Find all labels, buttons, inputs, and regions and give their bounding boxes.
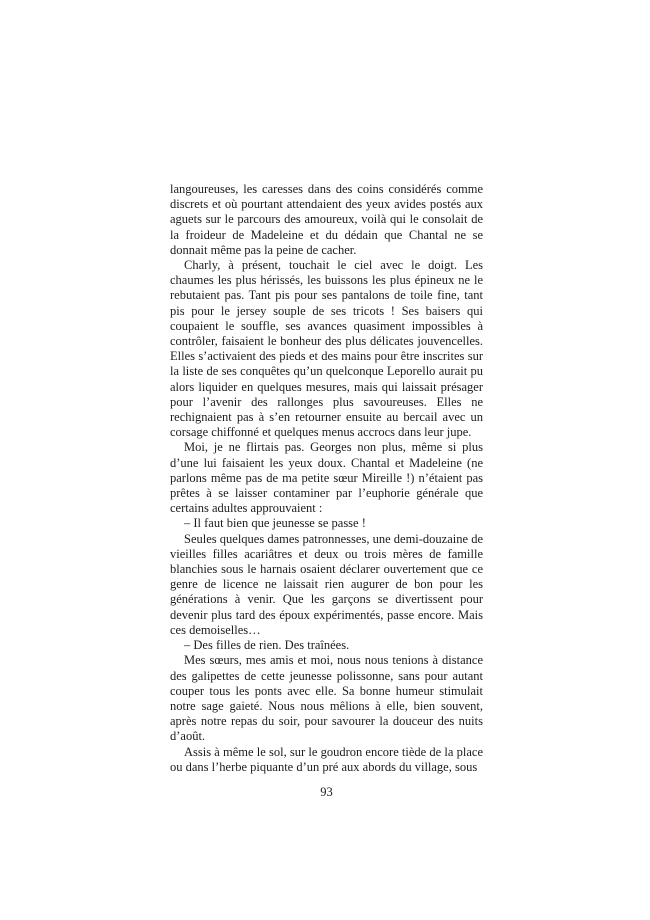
dialogue-line: – Des filles de rien. Des traînées.: [184, 638, 350, 653]
page-text-block: [170, 182, 483, 775]
paragraph: Seules quelques dames patronnesses, une demi-douzaine de vieilles filles acariâtres et deux ou trois mères de famille blanchies sous le harnais osaient déclarer ouvertement que ce genre de licence ne laissait rien augurer de bon pour les générations à venir. Que les garçons se divertissent pour devenir plus tard des époux expérimentés, passe encore. Mais ces demoiselles…: [170, 531, 483, 637]
page-number: 93: [320, 785, 333, 799]
paragraph: Moi, je ne flirtais pas. Georges non plus, même si plus d’une lui faisaient les yeux doux. Chantal et Madeleine (ne parlons même pas de ma petite sœur Mireille !) n’étaient pas prêtes à se laisser contaminer par l’euphorie générale que certains adultes approuvaient :: [170, 440, 483, 516]
paragraph: langoureuses, les caresses dans des coins considérés comme discrets et où pourtant attendaient des yeux avides postés aux aguets sur le parcours des amoureux, voilà qui le consolait de la froideur de Madeleine et du dédain que Chantal ne se donnait même pas la peine de cacher.: [170, 182, 483, 257]
paragraph: Charly, à présent, touchait le ciel avec le doigt. Les chaumes les plus hérissés, les buissons les plus épineux ne le rebutaient pas. Tant pis pour ses pantalons de toile fine, tant pis pour le jersey souple de ses tricots ! Ses baisers qui coupaient le souffle, ses avances quasiment impossibles à contrôler, faisaient le bonheur des plus délicates jouvencelles. Elles s’activaient des pieds et des mains pour être inscrites sur la liste de ses conquêtes qu’un quelconque Leporello aurait pu alors liquider en quelques mesures, mais qui laissait présager pour l’avenir des rallonges plus savoureuses. Elles ne rechignaient pas à s’en retourner ensuite au bercail avec un corsage chiffonné et quelques menus accrocs dans leur jupe.: [170, 258, 483, 440]
dialogue-line: – Il faut bien que jeunesse se passe !: [184, 516, 366, 531]
paragraph: Mes sœurs, mes amis et moi, nous nous tenions à distance des galipettes de cette jeunesse polissonne, sans pour autant couper tous les ponts avec elle. Sa bonne humeur stimulait notre sage gaieté. Nous nous mêlions à elle, bien souvent, après notre repas du soir, pour savourer la douceur des nuits d’août.: [170, 653, 483, 744]
paragraph: Assis à même le sol, sur le goudron encore tiède de la place ou dans l’herbe piquante d’un pré aux abords du village, sous: [170, 744, 483, 774]
